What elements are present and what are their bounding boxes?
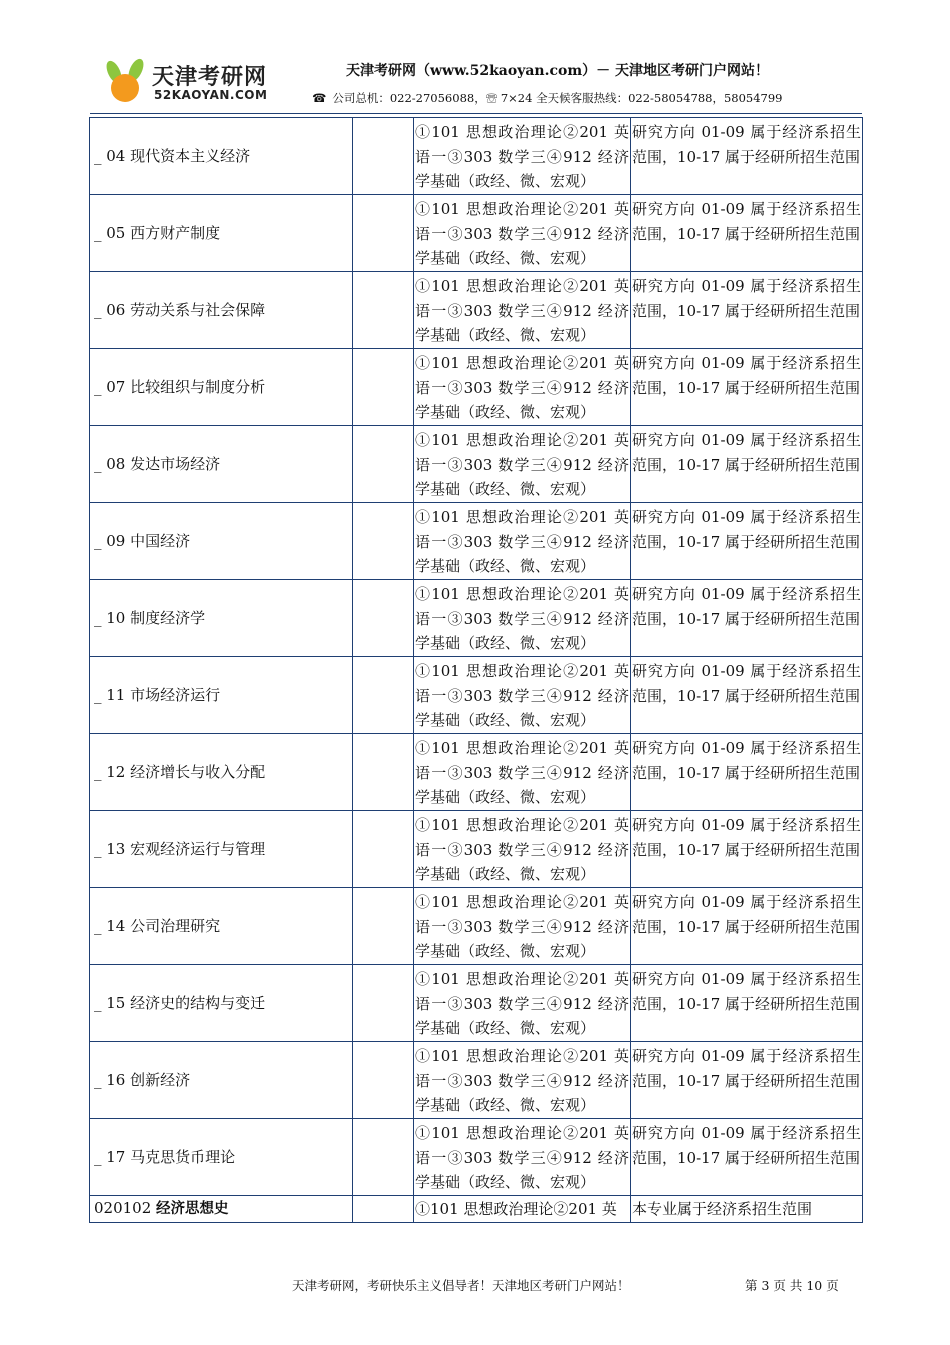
direction-cell: _ 14 公司治理研究 [90,888,353,965]
logo-english-text: 52KAOYAN.COM [154,88,268,102]
direction-cell: _ 12 经济增长与收入分配 [90,734,353,811]
exam-subjects-cell: ①101 思想政治理论②201 英语一③303 数学三④912 经济学基础（政经、微、宏观） [414,1119,631,1196]
note-cell: 研究方向 01-09 属于经济系招生范围，10-17 属于经研所招生范围 [631,503,863,580]
contact-text: 公司总机：022-27056088，☏ 7×24 全天候客服热线：022-58054788，58054799 [332,91,783,105]
table-row [90,734,863,811]
direction-cell: _ 17 马克思货币理论 [90,1119,353,1196]
empty-cell [353,734,414,811]
table-row [90,1042,863,1119]
table-row [90,195,863,272]
note-cell: 研究方向 01-09 属于经济系招生范围，10-17 属于经研所招生范围 [631,1119,863,1196]
empty-cell [353,503,414,580]
table-row [90,503,863,580]
direction-cell: _ 13 宏观经济运行与管理 [90,811,353,888]
empty-cell [353,1196,414,1223]
note-cell: 研究方向 01-09 属于经济系招生范围，10-17 属于经研所招生范围 [631,272,863,349]
table-row [90,426,863,503]
note-cell: 研究方向 01-09 属于经济系招生范围，10-17 属于经研所招生范围 [631,118,863,195]
exam-subjects-cell: ①101 思想政治理论②201 英语一③303 数学三④912 经济学基础（政经、微、宏观） [414,349,631,426]
direction-cell: _ 08 发达市场经济 [90,426,353,503]
table-row [90,811,863,888]
empty-cell [353,1042,414,1119]
note-cell: 研究方向 01-09 属于经济系招生范围，10-17 属于经研所招生范围 [631,965,863,1042]
logo-chinese-text: 天津考研网 [152,65,268,90]
direction-cell: _ 05 西方财产制度 [90,195,353,272]
exam-subjects-cell: ①101 思想政治理论②201 英 [414,1196,631,1223]
exam-subjects-cell: ①101 思想政治理论②201 英语一③303 数学三④912 经济学基础（政经、微、宏观） [414,426,631,503]
major-code: 020102 [94,1199,152,1218]
direction-cell: _ 04 现代资本主义经济 [90,118,353,195]
major-cell [90,1196,353,1223]
note-cell: 研究方向 01-09 属于经济系招生范围，10-17 属于经研所招生范围 [631,195,863,272]
direction-cell: _ 15 经济史的结构与变迁 [90,965,353,1042]
footer-slogan: 天津考研网，考研快乐主义倡导者！天津地区考研门户网站！ [292,1278,630,1293]
exam-subjects-cell: ①101 思想政治理论②201 英语一③303 数学三④912 经济学基础（政经、微、宏观） [414,503,631,580]
table-row [90,118,863,195]
table-row [90,580,863,657]
major-name: 经济思想史 [156,1201,229,1218]
exam-subjects-cell: ①101 思想政治理论②201 英语一③303 数学三④912 经济学基础（政经、微、宏观） [414,580,631,657]
empty-cell [353,580,414,657]
table-row [90,888,863,965]
empty-cell [353,195,414,272]
direction-cell: _ 09 中国经济 [90,503,353,580]
direction-cell: _ 10 制度经济学 [90,580,353,657]
direction-cell: _ 16 创新经济 [90,1042,353,1119]
note-cell: 研究方向 01-09 属于经济系招生范围，10-17 属于经研所招生范围 [631,734,863,811]
direction-cell: _ 07 比较组织与制度分析 [90,349,353,426]
site-contact [312,90,783,106]
note-cell: 本专业属于经济系招生范围 [631,1196,863,1223]
direction-cell: _ 06 劳动关系与社会保障 [90,272,353,349]
table-row [90,965,863,1042]
table-row [90,349,863,426]
table-row [90,657,863,734]
page-header [90,50,862,112]
empty-cell [353,811,414,888]
major-row [90,1196,863,1223]
note-cell: 研究方向 01-09 属于经济系招生范围，10-17 属于经研所招生范围 [631,1042,863,1119]
exam-subjects-cell: ①101 思想政治理论②201 英语一③303 数学三④912 经济学基础（政经、微、宏观） [414,965,631,1042]
telephone-icon: ☎ [312,91,327,105]
direction-cell: _ 11 市场经济运行 [90,657,353,734]
exam-subjects-cell: ①101 思想政治理论②201 英语一③303 数学三④912 经济学基础（政经、微、宏观） [414,1042,631,1119]
empty-cell [353,888,414,965]
note-cell: 研究方向 01-09 属于经济系招生范围，10-17 属于经研所招生范围 [631,657,863,734]
exam-subjects-cell: ①101 思想政治理论②201 英语一③303 数学三④912 经济学基础（政经、微、宏观） [414,657,631,734]
exam-subjects-cell: ①101 思想政治理论②201 英语一③303 数学三④912 经济学基础（政经、微、宏观） [414,734,631,811]
logo-emblem-icon [100,54,152,106]
empty-cell [353,657,414,734]
exam-subjects-cell: ①101 思想政治理论②201 英语一③303 数学三④912 经济学基础（政经、微、宏观） [414,272,631,349]
empty-cell [353,272,414,349]
empty-cell [353,1119,414,1196]
empty-cell [353,426,414,503]
exam-subjects-cell: ①101 思想政治理论②201 英语一③303 数学三④912 经济学基础（政经、微、宏观） [414,118,631,195]
program-table [89,117,863,1223]
site-logo[interactable] [100,54,290,106]
exam-subjects-cell: ①101 思想政治理论②201 英语一③303 数学三④912 经济学基础（政经、微、宏观） [414,888,631,965]
empty-cell [353,965,414,1042]
note-cell: 研究方向 01-09 属于经济系招生范围，10-17 属于经研所招生范围 [631,811,863,888]
exam-subjects-cell: ①101 思想政治理论②201 英语一③303 数学三④912 经济学基础（政经、微、宏观） [414,811,631,888]
note-cell: 研究方向 01-09 属于经济系招生范围，10-17 属于经研所招生范围 [631,426,863,503]
table-row [90,1119,863,1196]
page-number: 第 3 页 共 10 页 [745,1278,839,1293]
site-title: 天津考研网（www.52kaoyan.com）－ 天津地区考研门户网站！ [346,63,770,79]
exam-subjects-cell: ①101 思想政治理论②201 英语一③303 数学三④912 经济学基础（政经、微、宏观） [414,195,631,272]
empty-cell [353,118,414,195]
note-cell: 研究方向 01-09 属于经济系招生范围，10-17 属于经研所招生范围 [631,349,863,426]
note-cell: 研究方向 01-09 属于经济系招生范围，10-17 属于经研所招生范围 [631,580,863,657]
note-cell: 研究方向 01-09 属于经济系招生范围，10-17 属于经研所招生范围 [631,888,863,965]
table-row [90,272,863,349]
empty-cell [353,349,414,426]
header-divider [90,113,862,114]
